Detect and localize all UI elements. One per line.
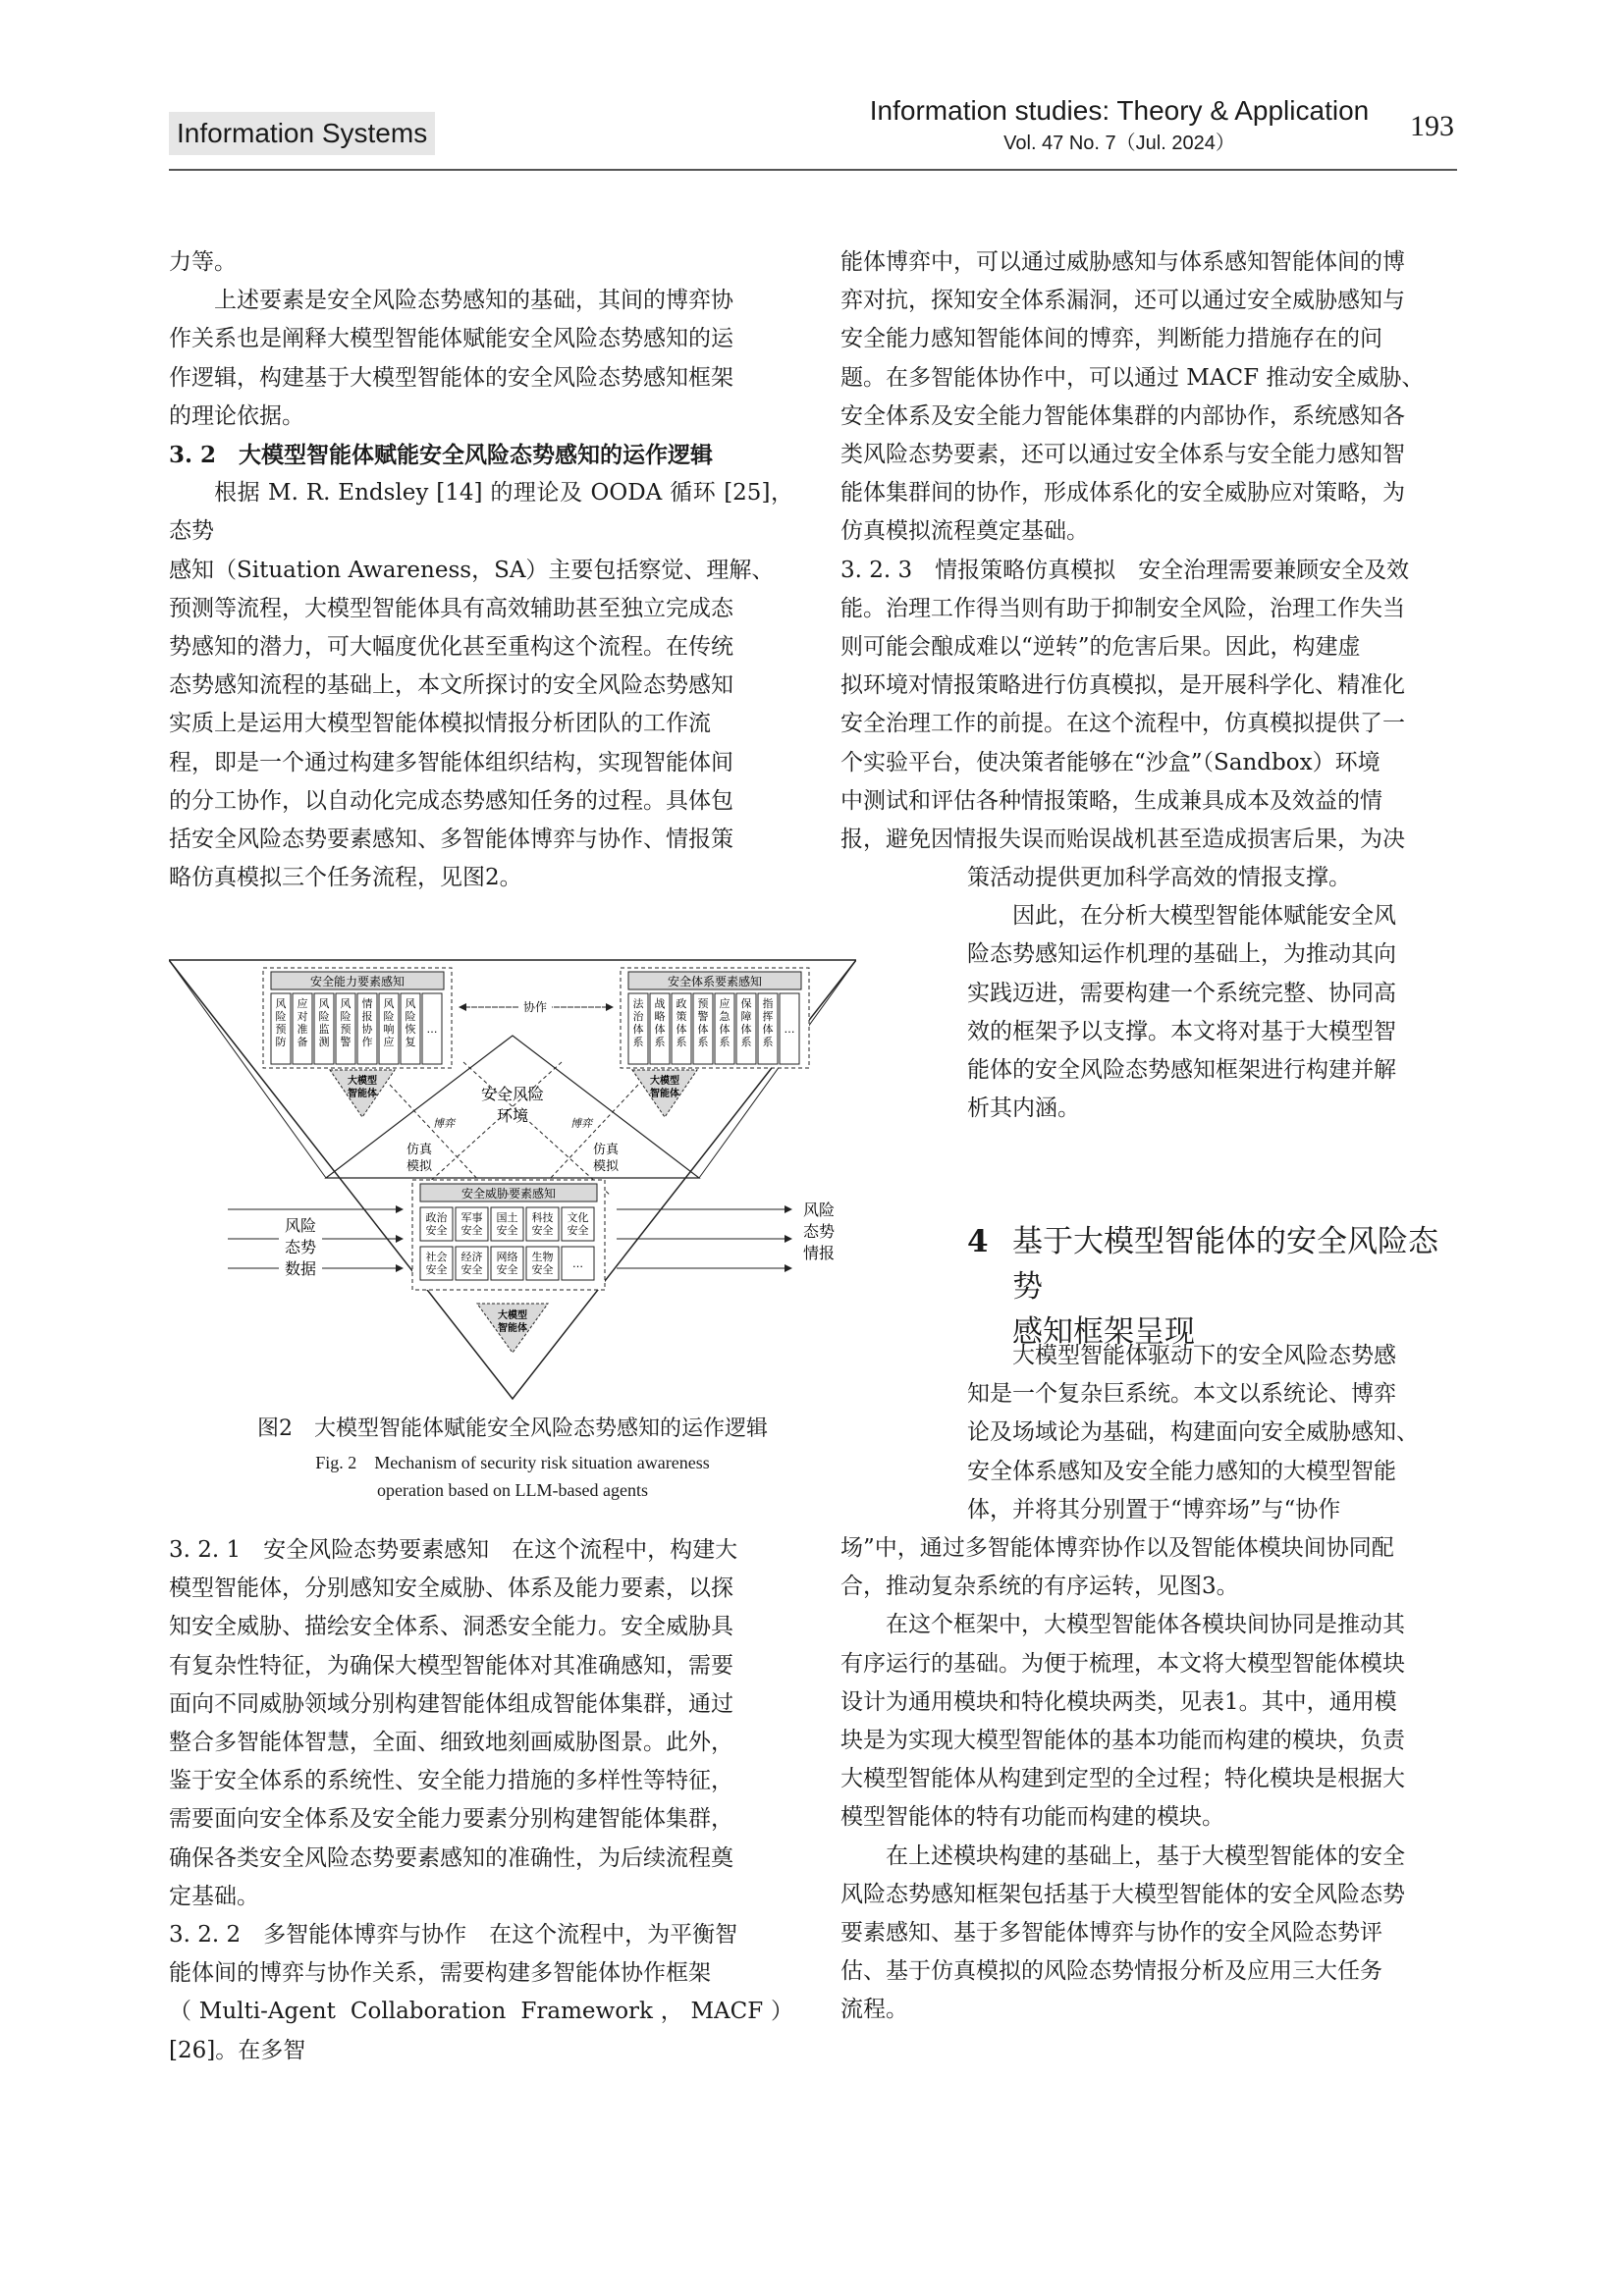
right-column-after-heading: [967, 1337, 1458, 1529]
text-line: 设计为通用模块和特化模块两类，见表1。其中，通用模: [840, 1688, 1397, 1715]
text-line: 整合多智能体智慧，全面、细致地刻画威胁图景。此外，: [169, 1730, 733, 1756]
center-label-2: 环境: [496, 1106, 529, 1125]
left-column-top: [169, 243, 793, 897]
system-item-label: 保: [740, 997, 752, 1010]
text-line: 能体的安全风险态势感知框架进行构建并解: [967, 1057, 1396, 1084]
text-line: 3. 2. 2 多智能体博弈与协作 在这个流程中，为平衡智: [169, 1922, 738, 1949]
text-line: 大模型智能体从构建到定型的全过程；特化模块是根据大: [840, 1766, 1405, 1792]
capability-item-label: 风: [383, 997, 395, 1010]
text-line: 有序运行的基础。为便于梳理，本文将大模型智能体模块: [840, 1650, 1405, 1677]
capability-item-label: 警: [340, 1036, 352, 1048]
header-rule: [169, 169, 1457, 171]
text-line: 能体间的博弈与协作关系，需要构建多智能体协作框架: [169, 1960, 711, 1987]
text-line: 确保各类安全风险态势要素感知的准确性，为后续流程奠: [169, 1844, 733, 1871]
page-number: 193: [1410, 110, 1454, 142]
system-item-label: 警: [697, 1010, 709, 1023]
text-line: 能。治理工作得当则有助于抑制安全风险，治理工作失当: [840, 595, 1405, 621]
text-line: 论及场域论为基础，构建面向安全威胁感知、: [967, 1419, 1419, 1446]
system-item-label: 急: [719, 1010, 731, 1023]
text-line: 在上述模块构建的基础上，基于大模型智能体的安全: [886, 1842, 1405, 1869]
threat-box: [412, 1180, 605, 1290]
system-item-label: 体: [762, 1023, 774, 1036]
text-line: （Multi-Agent Collaboration Framework，MACF）[26]。在多智: [169, 1999, 793, 2063]
capability-item-label: 风: [405, 997, 416, 1010]
capability-item-label: 风: [340, 997, 352, 1010]
input-label-2: 态势: [284, 1238, 317, 1256]
system-item-label: 障: [740, 1010, 752, 1023]
capability-item-label: 风: [275, 997, 287, 1010]
svg-text:智能体: 智能体: [348, 1089, 377, 1099]
threat-item-label: 经济: [460, 1251, 483, 1263]
text-line: 要素感知、基于多智能体博弈与协作的安全风险态势评: [840, 1920, 1382, 1947]
figure-caption-zh: 图2 大模型智能体赋能安全风险态势感知的运作逻辑: [257, 1416, 768, 1441]
right-column-bottom: [840, 1529, 1457, 2030]
section-title-line-2: 感知框架呈现: [1012, 1314, 1195, 1350]
text-line: 能体博弈中，可以通过威胁感知与体系感知智能体间的博: [840, 249, 1405, 275]
threat-item-label: 政治: [425, 1211, 448, 1224]
text-line: 根据 M. R. Endsley [14] 的理论及 OODA 循环 [25]，态势: [169, 480, 793, 545]
text-line: 大模型智能体驱动下的安全风险态势感: [1012, 1343, 1396, 1368]
text-line: 能体集群间的协作，形成体系化的安全威胁应对策略，为: [840, 480, 1405, 507]
threat-item-label: 安全: [460, 1224, 483, 1237]
text-line: 安全体系及安全能力智能体集群的内部协作，系统感知各: [840, 402, 1405, 429]
svg-text:大模型: 大模型: [650, 1076, 679, 1087]
text-line: 块是为实现大模型智能体的基本功能而构建的模块，负责: [840, 1728, 1405, 1754]
text-line: 中测试和评估各种情报策略，生成兼具成本及效益的情: [840, 787, 1382, 814]
capability-item-label: 情: [361, 997, 373, 1010]
text-line: 个实验平台，使决策者能够在“沙盒”（Sandbox）环境: [840, 749, 1380, 775]
capability-item-label: 作: [361, 1036, 373, 1048]
system-item-label: 系: [676, 1036, 687, 1048]
subsection-heading: 3. 2 大模型智能体赋能安全风险态势感知的运作逻辑: [169, 442, 714, 469]
system-item-label: 体: [697, 1023, 709, 1036]
text-line: 实践迈进，需要构建一个系统完整、协同高: [967, 980, 1396, 1006]
threat-item-label: 安全: [425, 1263, 448, 1276]
input-label-1: 风险: [284, 1216, 317, 1235]
section-label: Information Systems: [169, 112, 435, 155]
output-label-3: 情报: [802, 1244, 836, 1262]
system-item-label: 体: [740, 1023, 752, 1036]
text-line: 的理论依据。: [169, 402, 304, 429]
text-line: 因此，在分析大模型智能体赋能安全风: [1012, 903, 1396, 930]
system-item-label: 治: [632, 1010, 644, 1023]
capability-item-label: 险: [383, 1010, 395, 1023]
figure-caption-en-2: operation based on LLM-based agents: [377, 1480, 648, 1500]
threat-item-label: 生物: [531, 1251, 554, 1263]
threat-item-label: 社会: [425, 1251, 448, 1263]
output-label-2: 态势: [802, 1222, 836, 1241]
text-line: 效的框架予以支撑。本文将对基于大模型智: [967, 1018, 1396, 1044]
capability-item-label: 险: [405, 1010, 416, 1023]
capability-item-label: 防: [275, 1036, 287, 1048]
text-line: 感知（Situation Awareness，SA）主要包括察觉、理解、: [169, 557, 775, 583]
text-line: 括安全风险态势要素感知、多智能体博弈与协作、情报策: [169, 827, 733, 853]
figure-caption-en-1: Fig. 2 Mechanism of security risk situation awareness: [315, 1453, 710, 1472]
text-line: 合，推动复杂系统的有序运转，见图3。: [840, 1574, 1239, 1600]
system-item-label: …: [784, 1023, 795, 1036]
text-line: 安全体系感知及安全能力感知的大模型智能: [967, 1458, 1396, 1484]
center-label-1: 安全风险: [480, 1085, 545, 1103]
journal-volume: Vol. 47 No. 7（Jul. 2024）: [1003, 133, 1235, 154]
threat-item-label: 安全: [496, 1224, 518, 1237]
capability-item-label: 准: [297, 1023, 308, 1036]
system-item-label: 政: [676, 997, 687, 1010]
text-line: 力等。: [169, 249, 237, 275]
capability-item-label: 对: [297, 1010, 308, 1023]
system-item-label: 策: [676, 1010, 687, 1023]
threat-item-label: 文化: [567, 1211, 589, 1224]
text-line: 场”中，通过多智能体博弈协作以及智能体模块间协同配: [840, 1535, 1394, 1561]
system-item-label: 系: [762, 1036, 774, 1048]
threat-item-label: 安全: [460, 1263, 483, 1276]
capability-item-label: 险: [318, 1010, 330, 1023]
system-box: [621, 968, 809, 1068]
sim-label-right-2: 模拟: [592, 1159, 620, 1174]
text-line: 报，避免因情报失误而贻误战机甚至造成损害后果，为决: [840, 827, 1405, 853]
text-line: 模型智能体的特有功能而构建的模块。: [840, 1804, 1224, 1831]
section-title-line-1: 基于大模型智能体的安全风险态势: [1012, 1224, 1438, 1305]
text-line: 流程。: [840, 1997, 908, 2023]
threat-item-label: 安全: [531, 1224, 554, 1237]
text-line: 程，即是一个通过构建多智能体组织结构，实现智能体间: [169, 749, 733, 775]
system-item-label: 法: [632, 997, 644, 1010]
capability-item-label: 备: [297, 1036, 308, 1048]
text-line: 险态势感知运作机理的基础上，为推动其向: [967, 941, 1396, 968]
system-item-label: 体: [676, 1023, 687, 1036]
sim-label-right-1: 仿真: [592, 1143, 620, 1157]
svg-text:智能体: 智能体: [498, 1323, 527, 1334]
capability-item-label: 响: [383, 1023, 395, 1036]
capability-item-label: 应: [383, 1036, 395, 1048]
system-item-label: 挥: [762, 1010, 774, 1023]
system-item-label: 战: [654, 997, 666, 1010]
system-item-label: 应: [719, 997, 731, 1010]
left-column-bottom: [169, 1531, 793, 2070]
text-line: 则可能会酿成难以“逆转”的危害后果。因此，构建虚: [840, 634, 1361, 661]
text-line: 势感知的潜力，可大幅度优化甚至重构这个流程。在传统: [169, 634, 733, 661]
output-label-1: 风险: [802, 1201, 836, 1219]
capability-item-label: 预: [340, 1023, 352, 1036]
sim-label-left-2: 模拟: [406, 1159, 433, 1174]
text-line: 预测等流程，大模型智能体具有高效辅助甚至独立完成态: [169, 595, 733, 621]
right-column-top: [840, 243, 1457, 859]
capability-item-label: …: [426, 1023, 438, 1036]
text-line: 估、基于仿真模拟的风险态势情报分析及应用三大任务: [840, 1958, 1382, 1985]
text-line: 弈对抗，探知安全体系漏洞，还可以通过安全威胁感知与: [840, 288, 1405, 314]
threat-item-label: …: [572, 1257, 583, 1270]
text-line: 上述要素是安全风险态势感知的基础，其间的博弈协: [214, 288, 733, 314]
capability-item-label: 风: [318, 997, 330, 1010]
svg-text:大模型: 大模型: [498, 1310, 527, 1321]
threat-item-label: 网络: [496, 1251, 518, 1263]
system-item-label: 体: [719, 1023, 731, 1036]
text-line: 3. 2. 1 安全风险态势要素感知 在这个流程中，构建大: [169, 1537, 738, 1563]
text-line: 略仿真模拟三个任务流程，见图2。: [169, 865, 522, 891]
capability-title: 安全能力要素感知: [309, 975, 406, 988]
system-item-label: 系: [740, 1036, 752, 1048]
capability-item-label: 复: [405, 1036, 416, 1048]
text-line: 析其内涵。: [967, 1095, 1080, 1122]
text-line: 面向不同威胁领域分别构建智能体组成智能体集群，通过: [169, 1690, 733, 1717]
threat-title: 安全威胁要素感知: [460, 1187, 557, 1201]
text-line: 在这个框架中，大模型智能体各模块间协同是推动其: [886, 1612, 1405, 1638]
text-line: 安全能力感知智能体间的博弈，判断能力措施存在的问: [840, 326, 1382, 352]
threat-item-label: 安全: [425, 1224, 448, 1237]
text-line: 需要面向安全体系及安全能力要素分别构建智能体集群，: [169, 1806, 733, 1833]
text-line: 知安全威胁、描绘安全体系、洞悉安全能力。安全威胁具: [169, 1614, 733, 1640]
capability-item-label: 协: [361, 1023, 373, 1036]
svg-text:智能体: 智能体: [650, 1089, 679, 1099]
text-line: 仿真模拟流程奠定基础。: [840, 518, 1089, 545]
figure-2-diagram: [169, 952, 856, 1404]
system-item-label: 系: [654, 1036, 666, 1048]
system-item-label: 指: [762, 997, 774, 1010]
journal-title: Information studies: Theory & Application: [869, 95, 1370, 126]
system-item-label: 系: [719, 1036, 731, 1048]
text-line: 风险态势感知框架包括基于大模型智能体的安全风险态势: [840, 1881, 1405, 1907]
text-line: 安全治理工作的前提。在这个流程中，仿真模拟提供了一: [840, 711, 1405, 737]
svg-text:大模型: 大模型: [348, 1076, 377, 1087]
system-item-label: 系: [632, 1036, 644, 1048]
journal-header: [844, 94, 1394, 157]
text-line: 策活动提供更加科学高效的情报支撑。: [967, 865, 1351, 890]
threat-item-label: 安全: [531, 1263, 554, 1276]
collab-label: 协作: [522, 1000, 548, 1014]
text-line: 体，并将其分别置于“博弈场”与“协作: [967, 1496, 1341, 1522]
text-line: 有复杂性特征，为确保大模型智能体对其准确感知，需要: [169, 1652, 733, 1679]
text-line: 实质上是运用大模型智能体模拟情报分析团队的工作流: [169, 711, 711, 737]
system-item-label: 体: [654, 1023, 666, 1036]
text-line: 题。在多智能体协作中，可以通过 MACF 推动安全威胁、: [840, 364, 1425, 391]
text-line: 类风险态势要素，还可以通过安全体系与安全能力感知智: [840, 442, 1405, 468]
text-line: 3. 2. 3 情报策略仿真模拟 安全治理需要兼顾安全及效: [840, 557, 1410, 583]
text-line: 知是一个复杂巨系统。本文以系统论、博弈: [967, 1381, 1396, 1408]
threat-item-label: 安全: [496, 1263, 518, 1276]
game-label-left: 博弈: [433, 1117, 455, 1130]
capability-item-label: 监: [318, 1023, 330, 1036]
section-number: 4: [967, 1224, 989, 1259]
capability-item-label: 测: [318, 1036, 330, 1048]
threat-item-label: 军事: [460, 1211, 483, 1224]
text-line: 的分工协作，以自动化完成态势感知任务的过程。具体包: [169, 787, 733, 814]
sim-label-left-1: 仿真: [406, 1143, 433, 1157]
capability-item-label: 险: [275, 1010, 287, 1023]
text-line: 态势感知流程的基础上，本文所探讨的安全风险态势感知: [169, 672, 733, 699]
system-title: 安全体系要素感知: [667, 975, 763, 988]
system-item-label: 预: [697, 997, 709, 1010]
capability-item-label: 应: [297, 997, 308, 1010]
threat-item-label: 科技: [531, 1211, 554, 1224]
text-line: 鉴于安全体系的系统性、安全能力措施的多样性等特征，: [169, 1768, 733, 1794]
game-label-right: 博弈: [570, 1117, 592, 1130]
capability-item-label: 恢: [405, 1023, 416, 1036]
system-item-label: 系: [697, 1036, 709, 1048]
text-line: 作关系也是阐释大模型智能体赋能安全风险态势感知的运: [169, 326, 733, 352]
system-item-label: 略: [654, 1010, 666, 1023]
capability-item-label: 预: [275, 1023, 287, 1036]
system-item-label: 体: [632, 1023, 644, 1036]
text-line: 定基础。: [169, 1883, 259, 1909]
capability-box: [263, 968, 452, 1068]
capability-item-label: 险: [340, 1010, 352, 1023]
text-line: 模型智能体，分别感知安全威胁、体系及能力要素，以探: [169, 1575, 733, 1602]
threat-item-label: 安全: [567, 1224, 589, 1237]
text-line: 作逻辑，构建基于大模型智能体的安全风险态势感知框架: [169, 364, 733, 391]
capability-item-label: 报: [361, 1010, 373, 1023]
threat-item-label: 国土: [496, 1211, 518, 1224]
input-label-3: 数据: [284, 1259, 317, 1278]
right-column-mid: [967, 859, 1458, 1128]
text-line: 拟环境对情报策略进行仿真模拟，是开展科学化、精准化: [840, 672, 1405, 699]
